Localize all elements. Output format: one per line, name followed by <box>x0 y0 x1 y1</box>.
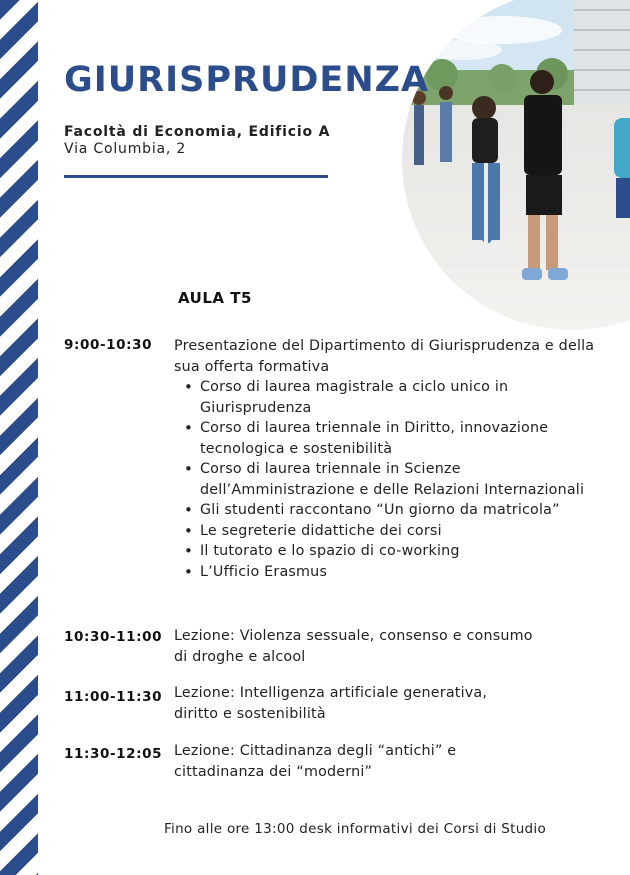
slot-line: di droghe e alcool <box>174 648 306 665</box>
slot-line: Lezione: Intelligenza artificiale generativa, <box>174 685 488 701</box>
slot-time: 11:30-12:05 <box>64 746 163 762</box>
list-item: • L’Ufficio Erasmus <box>174 562 614 583</box>
street-address: Via Columbia, 2 <box>64 141 187 157</box>
students-walking-photo <box>402 0 630 330</box>
slot-intro: Presentazione del Dipartimento di Giurisprudenza e della sua offerta formativa <box>174 338 595 375</box>
slot-time: 9:00-10:30 <box>64 337 153 353</box>
list-item: • Corso di laurea triennale in Diritto, innovazione tecnologica e sostenibilità <box>174 418 614 459</box>
room-heading: AULA T5 <box>178 289 252 307</box>
program-list <box>174 377 614 582</box>
list-item: • Le segreterie didattiche dei corsi <box>174 521 614 542</box>
slot-line: cittadinanza dei “moderni” <box>174 763 373 780</box>
slot-line: Lezione: Violenza sessuale, consenso e consumo <box>174 628 533 644</box>
header-divider <box>64 175 328 178</box>
list-item: • Corso di laurea triennale in Scienze dell’Amministrazione e delle Relazioni Internazionali <box>174 459 614 500</box>
page-title: GIURISPRUDENZA <box>64 60 430 100</box>
footer-text: Fino alle ore 13:00 desk informativi dei Corsi di Studio <box>163 821 547 837</box>
footer-note <box>0 821 630 837</box>
slot-description <box>174 683 614 724</box>
slot-description <box>174 626 614 667</box>
decorative-stripe-border <box>0 0 38 875</box>
slot-description <box>174 741 614 782</box>
slot-description <box>174 336 614 582</box>
slot-time: 11:00-11:30 <box>64 689 163 705</box>
list-item: • Il tutorato e lo spazio di co-working <box>174 541 614 562</box>
slot-line: Lezione: Cittadinanza degli “antichi” e <box>174 743 457 759</box>
slot-line: diritto e sostenibilità <box>174 705 326 722</box>
slot-time: 10:30-11:00 <box>64 629 163 645</box>
faculty-location: Facoltà di Economia, Edificio A <box>64 124 331 140</box>
list-item: • Corso di laurea magistrale a ciclo unico in Giurisprudenza <box>174 377 614 418</box>
list-item: • Gli studenti raccontano “Un giorno da matricola” <box>174 500 614 521</box>
